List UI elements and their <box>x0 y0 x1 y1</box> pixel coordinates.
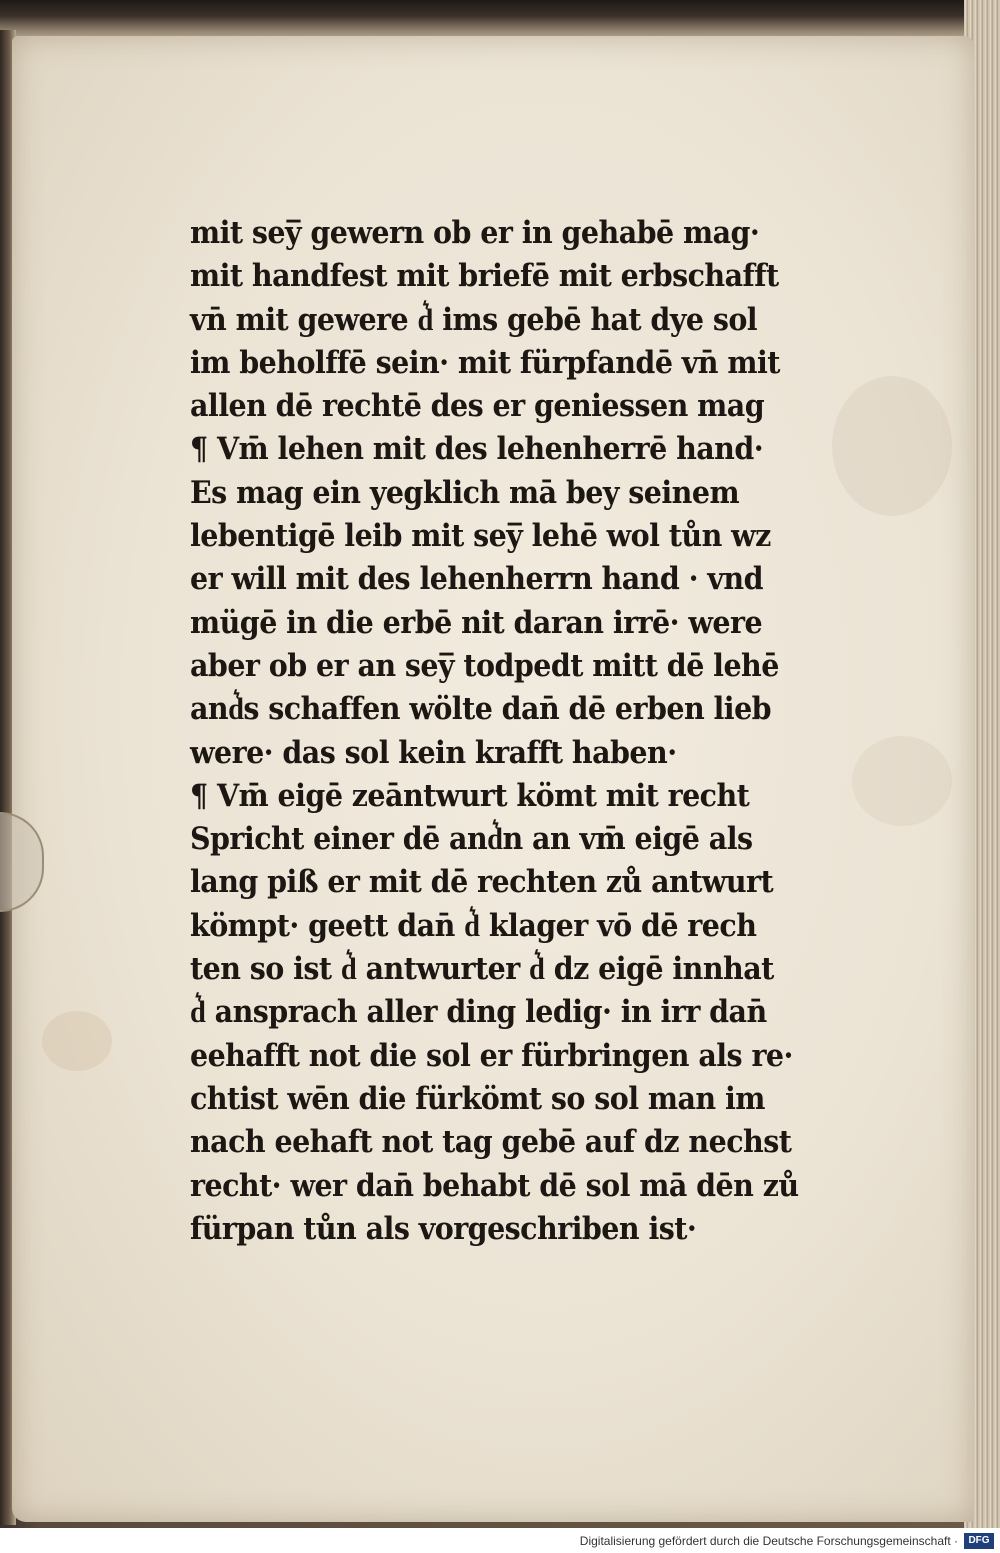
text-line: er will mit des lehenherrn hand · vnd <box>190 561 763 598</box>
page-stain <box>42 1011 112 1071</box>
section-heading: ¶ Vm̄ eigē zeāntwurt kömt mit recht <box>190 777 750 814</box>
text-line: fürpan tůn als vorgeschriben ist· <box>190 1210 697 1247</box>
text-line: ten so ist d͛ antwurter d͛ dz eigē innhat <box>190 951 774 988</box>
text-line: aber ob er an sey̅ todpedt mitt dē lehē <box>190 647 779 684</box>
dfg-logo[interactable]: DFG <box>964 1533 994 1549</box>
section-heading: ¶ Vm̄ lehen mit des lehenherrē hand· <box>190 431 764 468</box>
text-line: lebentigē leib mit sey̅ lehē wol tůn wz <box>190 518 771 555</box>
text-line: lang piß er mit dē rechten zů antwurt <box>190 864 774 901</box>
text-line: and͛s schaffen wölte dan̄ dē erben lieb <box>190 691 772 728</box>
text-line: Spricht einer dē and͛n an vm̄ eigē als <box>190 821 753 858</box>
text-line: d͛ ansprach aller ding ledig· in irr dan̄ <box>190 994 767 1031</box>
text-line: mügē in die erbē nit daran irrē· were <box>190 604 763 641</box>
text-line: recht· wer dan̄ behabt dē sol mā dēn zů <box>190 1167 799 1204</box>
text-line: vn̄ mit gewere d͛ ims gebē hat dye sol <box>190 301 758 338</box>
text-line: nach eehaft not tag gebē auf dz nechst <box>190 1124 792 1161</box>
text-line: eehafft not die sol er fürbringen als re· <box>190 1037 793 1074</box>
text-line: Es mag ein yegklich mā bey seinem <box>190 474 740 511</box>
text-line: im beholffē sein· mit fürpfandē vn̄ mit <box>190 344 780 381</box>
text-line: allen dē rechtē des er geniessen mag <box>190 388 765 425</box>
text-line: chtist wēn die fürkömt so sol man im <box>190 1080 765 1117</box>
printed-text-block <box>190 212 890 1251</box>
text-line: mit handfest mit briefē mit erbschafft <box>190 258 779 295</box>
text-line: mit sey̅ gewern ob er in gehabē mag· <box>190 215 760 251</box>
text-line: were· das sol kein krafft haben· <box>190 734 677 771</box>
footer-bar <box>0 1528 1000 1553</box>
book-top-edge <box>0 0 1000 40</box>
text-line: kömpt· geett dan̄ d͛ klager vō dē rech <box>190 907 757 944</box>
funding-credit: Digitalisierung gefördert durch die Deutsche Forschungsgemeinschaft · <box>579 1534 958 1548</box>
